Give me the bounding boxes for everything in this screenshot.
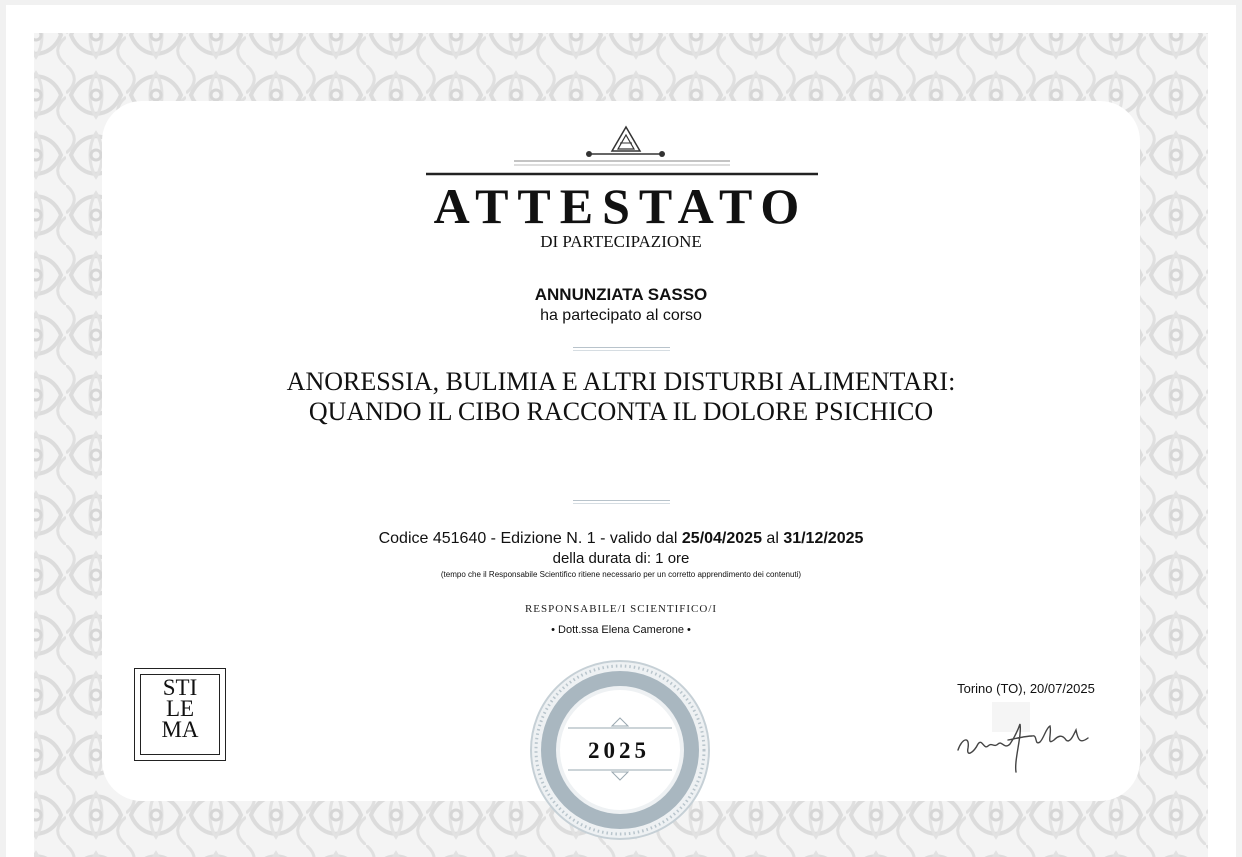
responsible-label: RESPONSABILE/I SCIENTIFICO/I [524, 603, 718, 615]
date-connector: al [761, 530, 784, 547]
separator-bottom-2 [573, 503, 670, 504]
separator-bottom [573, 500, 670, 501]
course-duration: della durata di: 1 ore [552, 550, 690, 567]
course-code-line [6, 530, 1236, 548]
logo-line-1: STI [162, 675, 198, 700]
course-title-line-2: QUANDO IL CIBO RACCONTA IL DOLORE PSICHICO [308, 397, 934, 426]
certificate-title: ATTESTATO [433, 178, 809, 234]
place-and-date: Torino (TO), 20/07/2025 [957, 681, 1095, 696]
course-title [6, 367, 1236, 427]
separator-top [573, 347, 670, 348]
signature-icon [948, 700, 1098, 780]
responsible-name: • Dott.ssa Elena Camerone • [551, 624, 691, 636]
attended-text: ha partecipato al corso [540, 307, 702, 324]
logo-text [135, 677, 225, 740]
seal-year: 2025 [588, 738, 650, 763]
valid-to-date: 31/12/2025 [783, 530, 864, 547]
valid-from-date: 25/04/2025 [681, 530, 762, 547]
course-code-text: Codice 451640 - Edizione N. 1 - valido dal [378, 530, 682, 547]
certificate-sheet [6, 5, 1236, 857]
triangle-emblem-icon [426, 123, 818, 181]
separator-top-2 [573, 350, 670, 351]
duration-note: (tempo che il Responsabile Scientifico ritiene necessario per un corretto apprendimento dei contenuti) [440, 570, 802, 579]
logo-line-2: LE [165, 696, 195, 721]
course-title-line-1: ANORESSIA, BULIMIA E ALTRI DISTURBI ALIMENTARI: [286, 367, 956, 396]
certificate-subtitle: DI PARTECIPAZIONE [540, 232, 702, 251]
participant-name: ANNUNZIATA SASSO [534, 285, 708, 304]
logo-line-3: MA [161, 717, 199, 742]
stilema-logo [134, 668, 226, 761]
